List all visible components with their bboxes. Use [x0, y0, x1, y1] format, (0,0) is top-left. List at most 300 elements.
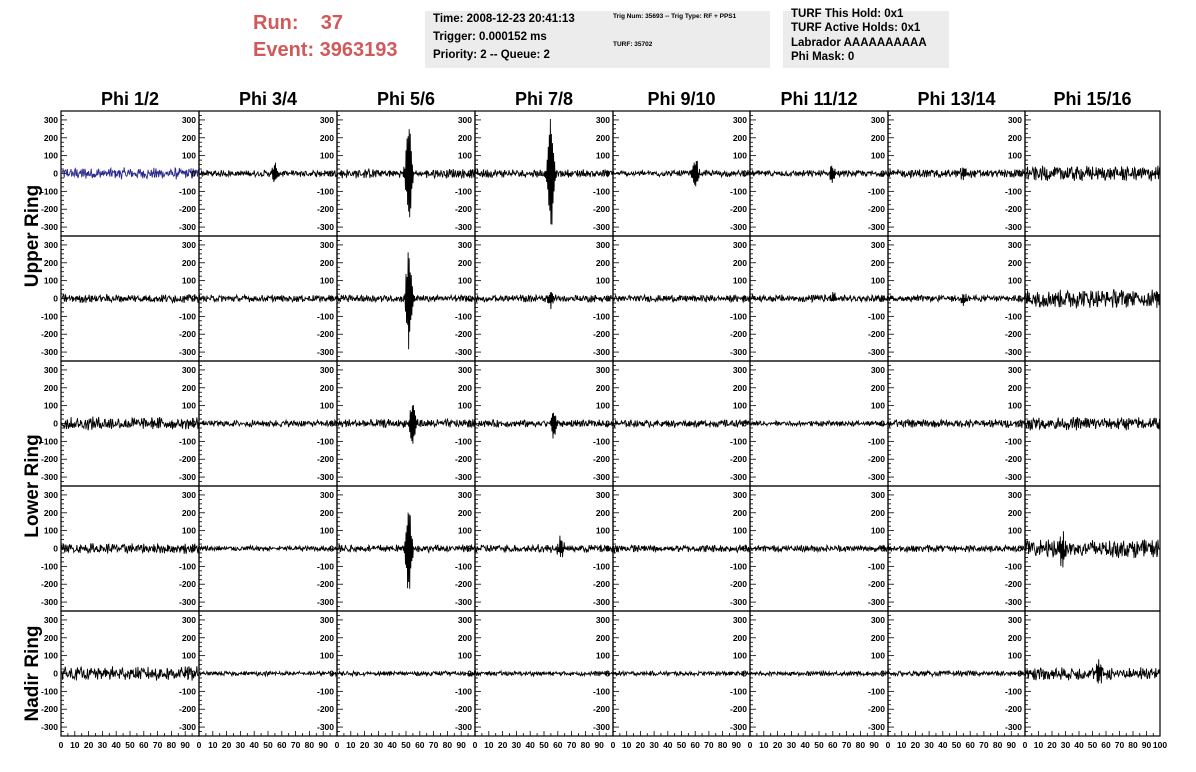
y-tick-label: -300	[867, 472, 885, 483]
x-tick-label: 40	[938, 740, 948, 750]
y-tick-label: -300	[867, 222, 885, 233]
x-tick-label: 60	[1101, 740, 1111, 750]
y-tick-label: 300	[870, 239, 885, 250]
x-tick-label: 90	[869, 740, 879, 750]
y-tick-label: 200	[43, 507, 58, 518]
y-tick-label: -200	[729, 704, 747, 715]
x-tick-label: 90	[731, 740, 742, 750]
y-tick-label: -100	[316, 436, 334, 447]
column-header: Phi 15/16	[1053, 89, 1132, 109]
y-tick-label: 100	[43, 400, 58, 411]
x-tick-label: 10	[1033, 740, 1044, 750]
waveform-trace	[1025, 659, 1160, 683]
y-tick-label: 200	[319, 382, 334, 393]
y-tick-label: -200	[40, 579, 58, 590]
waveform-trace	[750, 545, 888, 552]
y-tick-label: 0	[605, 293, 610, 304]
x-tick-label: 30	[649, 740, 659, 750]
y-tick-label: -200	[867, 454, 885, 465]
y-tick-label: 300	[319, 364, 334, 375]
y-tick-label: 0	[329, 168, 334, 179]
y-tick-label: -300	[178, 472, 196, 483]
y-tick-label: 300	[457, 489, 472, 500]
waveform-trace	[199, 671, 337, 676]
x-tick-label: 50	[1087, 740, 1098, 750]
x-tick-label: 90	[1141, 740, 1152, 750]
y-tick-label: -100	[729, 686, 747, 697]
turf-text: TURF: 35702	[613, 41, 653, 48]
x-tick-label: 70	[290, 740, 301, 750]
x-tick-label: 70	[428, 740, 439, 750]
y-tick-label: -300	[867, 347, 885, 358]
y-tick-label: -300	[729, 597, 747, 608]
y-tick-label: -200	[867, 204, 885, 215]
y-tick-label: 0	[1017, 168, 1022, 179]
y-tick-label: 100	[870, 275, 885, 286]
y-tick-label: -200	[40, 329, 58, 340]
y-tick-label: 0	[467, 543, 472, 554]
y-tick-label: -300	[40, 597, 58, 608]
y-tick-label: 100	[1007, 650, 1022, 661]
x-tick-label: 70	[979, 740, 989, 750]
y-tick-label: -200	[178, 579, 196, 590]
y-tick-label: 100	[43, 150, 58, 161]
waveform-trace	[61, 543, 199, 554]
y-tick-label: 300	[319, 239, 334, 250]
y-tick-label: 100	[870, 150, 885, 161]
y-tick-label: 0	[53, 293, 58, 304]
y-tick-label: 100	[732, 275, 747, 286]
y-tick-label: -200	[1004, 454, 1022, 465]
y-tick-label: 300	[181, 239, 196, 250]
x-tick-label: 80	[992, 740, 1003, 750]
y-tick-label: 300	[181, 489, 196, 500]
x-tick-label: 20	[359, 740, 370, 750]
y-tick-label: 0	[605, 543, 610, 554]
waveform-trace	[1025, 417, 1160, 430]
x-tick-label: 30	[786, 740, 797, 750]
y-tick-label: -100	[592, 186, 610, 197]
y-tick-label: 300	[1007, 239, 1022, 250]
x-tick-label: 40	[249, 740, 259, 750]
phi-mask-text: Phi Mask: 0	[791, 51, 855, 63]
y-tick-label: 300	[319, 614, 334, 625]
y-tick-label: 200	[43, 132, 58, 143]
y-tick-label: -300	[178, 222, 196, 233]
y-tick-label: -100	[316, 311, 334, 322]
y-tick-label: -200	[1004, 579, 1022, 590]
y-tick-label: -200	[592, 579, 610, 590]
y-tick-label: -300	[454, 347, 472, 358]
x-tick-label: 10	[70, 740, 80, 750]
waveform-trace	[1025, 531, 1160, 567]
y-tick-label: 300	[457, 364, 472, 375]
y-tick-label: 200	[595, 632, 610, 643]
waveform-trace	[888, 545, 1025, 553]
y-tick-label: 200	[732, 257, 747, 268]
y-tick-label: 200	[595, 132, 610, 143]
y-tick-label: 200	[181, 632, 196, 643]
x-tick-label: 80	[1128, 740, 1138, 750]
x-tick-label: 80	[442, 740, 453, 750]
x-tick-label: 70	[704, 740, 714, 750]
y-tick-label: -100	[729, 311, 747, 322]
y-tick-label: 100	[181, 400, 196, 411]
y-tick-label: -300	[592, 222, 610, 233]
y-tick-label: 200	[43, 632, 58, 643]
y-tick-label: 100	[595, 275, 610, 286]
x-tick-label: 90	[180, 740, 190, 750]
x-tick-label: 20	[221, 740, 232, 750]
y-tick-label: -300	[454, 222, 472, 233]
x-tick-label: 90	[456, 740, 466, 750]
y-tick-label: 200	[43, 257, 58, 268]
y-tick-label: 0	[53, 543, 58, 554]
y-tick-label: 200	[870, 632, 885, 643]
y-tick-label: 0	[329, 293, 334, 304]
x-tick-label: 60	[553, 740, 563, 750]
y-tick-label: 200	[870, 257, 885, 268]
y-tick-label: 0	[605, 418, 610, 429]
y-tick-label: 200	[1007, 132, 1022, 143]
y-tick-label: 200	[181, 257, 196, 268]
y-tick-label: 200	[732, 382, 747, 393]
y-tick-label: 0	[742, 418, 747, 429]
y-tick-label: -300	[1004, 597, 1022, 608]
x-tick-label: 90	[1006, 740, 1017, 750]
x-tick-label: 30	[373, 740, 384, 750]
x-tick-label: 60	[415, 740, 425, 750]
y-tick-label: 200	[457, 382, 472, 393]
y-tick-label: 300	[732, 239, 747, 250]
y-tick-label: -100	[40, 561, 58, 572]
x-tick-label: 20	[635, 740, 646, 750]
y-tick-label: -100	[40, 186, 58, 197]
y-tick-label: -300	[454, 472, 472, 483]
y-tick-label: 0	[742, 293, 747, 304]
y-tick-label: 100	[732, 525, 747, 536]
y-tick-label: 200	[457, 257, 472, 268]
y-tick-label: -200	[40, 454, 58, 465]
y-tick-label: 100	[595, 400, 610, 411]
y-tick-label: -100	[729, 186, 747, 197]
y-tick-label: -100	[316, 686, 334, 697]
x-tick-label: 0	[334, 740, 340, 750]
y-tick-label: -100	[454, 311, 472, 322]
y-tick-label: 300	[457, 114, 472, 125]
y-tick-label: 300	[732, 614, 747, 625]
y-tick-label: -200	[454, 704, 472, 715]
y-tick-label: 300	[43, 364, 58, 375]
row-group-label: Nadir Ring	[22, 625, 43, 722]
y-tick-label: 300	[43, 114, 58, 125]
y-tick-label: -200	[1004, 329, 1022, 340]
y-tick-label: -100	[592, 311, 610, 322]
waveform-trace	[613, 671, 750, 676]
x-tick-label: 10	[208, 740, 218, 750]
y-tick-label: 200	[1007, 507, 1022, 518]
y-tick-label: -200	[178, 329, 196, 340]
y-tick-label: 100	[43, 275, 58, 286]
y-tick-label: 200	[870, 132, 885, 143]
x-tick-label: 60	[690, 740, 700, 750]
y-tick-label: 100	[732, 400, 747, 411]
y-tick-label: -100	[729, 436, 747, 447]
y-tick-label: 300	[595, 364, 610, 375]
y-tick-label: -200	[729, 454, 747, 465]
x-tick-label: 80	[717, 740, 728, 750]
y-tick-label: 0	[191, 168, 196, 179]
y-tick-label: 0	[1017, 293, 1022, 304]
y-tick-label: -100	[1004, 686, 1022, 697]
y-tick-label: -300	[40, 347, 58, 358]
y-tick-label: -100	[454, 436, 472, 447]
y-tick-label: -100	[178, 686, 196, 697]
y-tick-label: -200	[729, 579, 747, 590]
y-tick-label: 100	[319, 525, 334, 536]
y-tick-label: -200	[592, 454, 610, 465]
y-tick-label: 300	[870, 489, 885, 500]
y-tick-label: 0	[329, 418, 334, 429]
y-tick-label: -300	[178, 597, 196, 608]
y-tick-label: 300	[181, 364, 196, 375]
y-tick-label: 200	[1007, 257, 1022, 268]
waveform-trace	[613, 295, 750, 302]
y-tick-label: -100	[592, 436, 610, 447]
y-tick-label: 0	[1017, 668, 1022, 679]
y-tick-label: -200	[592, 204, 610, 215]
y-tick-label: 300	[870, 364, 885, 375]
x-tick-label: 50	[676, 740, 687, 750]
y-tick-label: 100	[319, 275, 334, 286]
x-tick-label: 20	[910, 740, 921, 750]
y-tick-label: 100	[457, 400, 472, 411]
y-tick-label: 100	[181, 150, 196, 161]
y-tick-label: 0	[329, 668, 334, 679]
y-tick-label: 200	[181, 507, 196, 518]
x-tick-label: 50	[539, 740, 549, 750]
y-tick-label: 0	[880, 543, 885, 554]
x-tick-label: 0	[196, 740, 202, 750]
y-tick-label: -300	[316, 597, 334, 608]
x-tick-label: 90	[318, 740, 328, 750]
y-tick-label: -200	[867, 704, 885, 715]
y-tick-label: -200	[178, 204, 196, 215]
y-tick-label: -300	[729, 347, 747, 358]
column-header: Phi 1/2	[100, 89, 160, 109]
waveform-trace	[61, 417, 199, 431]
y-tick-label: -100	[178, 561, 196, 572]
y-tick-label: -300	[729, 472, 747, 483]
x-tick-label: 20	[497, 740, 508, 750]
y-tick-label: 100	[43, 650, 58, 661]
column-header: Phi 3/4	[238, 89, 298, 109]
labrador-text: Labrador AAAAAAAAAA	[791, 37, 927, 49]
y-tick-label: 100	[1007, 525, 1022, 536]
priority-text: Priority: 2 -- Queue: 2	[433, 49, 550, 61]
y-tick-label: -100	[178, 436, 196, 447]
y-tick-label: -200	[729, 204, 747, 215]
y-tick-label: 300	[457, 614, 472, 625]
x-tick-label: 60	[277, 740, 287, 750]
y-tick-label: 0	[605, 168, 610, 179]
y-tick-label: -100	[178, 186, 196, 197]
y-tick-label: -300	[592, 597, 610, 608]
y-tick-label: 0	[1017, 418, 1022, 429]
y-tick-label: 0	[742, 168, 747, 179]
y-tick-label: -100	[729, 561, 747, 572]
y-tick-label: 200	[319, 507, 334, 518]
y-tick-label: 100	[319, 650, 334, 661]
x-tick-label: 10	[484, 740, 494, 750]
y-tick-label: 100	[181, 275, 196, 286]
x-tick-label: 80	[580, 740, 591, 750]
x-tick-label: 20	[1047, 740, 1057, 750]
x-tick-label: 50	[951, 740, 962, 750]
turf-active-text: TURF Active Holds: 0x1	[791, 22, 921, 34]
y-tick-label: -300	[178, 722, 196, 733]
y-tick-label: -100	[454, 186, 472, 197]
y-tick-label: 0	[742, 543, 747, 554]
y-tick-label: 300	[595, 114, 610, 125]
y-tick-label: -300	[316, 472, 334, 483]
y-tick-label: 100	[870, 525, 885, 536]
event-label: Event: 3963193	[253, 39, 398, 61]
y-tick-label: 200	[595, 507, 610, 518]
waveform-trace	[750, 671, 888, 676]
y-tick-label: 100	[1007, 400, 1022, 411]
x-tick-label: 0	[472, 740, 478, 750]
y-tick-label: -100	[40, 686, 58, 697]
y-tick-label: 0	[467, 293, 472, 304]
y-tick-label: -200	[316, 329, 334, 340]
y-tick-label: 300	[595, 239, 610, 250]
y-tick-label: 200	[319, 632, 334, 643]
y-tick-label: -200	[454, 454, 472, 465]
y-tick-label: -300	[729, 222, 747, 233]
y-tick-label: 200	[870, 507, 885, 518]
waveform-trace	[613, 420, 750, 428]
y-tick-label: 0	[1017, 543, 1022, 554]
y-tick-label: -100	[454, 561, 472, 572]
x-tick-label: 30	[1060, 740, 1071, 750]
y-tick-label: 300	[43, 239, 58, 250]
x-tick-label: 40	[387, 740, 397, 750]
y-tick-label: 200	[595, 257, 610, 268]
y-tick-label: -100	[40, 311, 58, 322]
waveform-trace	[199, 543, 337, 554]
y-tick-label: 200	[457, 632, 472, 643]
x-tick-label: 80	[855, 740, 866, 750]
y-tick-label: 100	[870, 400, 885, 411]
y-tick-label: -200	[592, 329, 610, 340]
y-tick-label: -200	[454, 579, 472, 590]
x-tick-label: 10	[621, 740, 632, 750]
y-tick-label: -100	[1004, 311, 1022, 322]
y-tick-label: 100	[319, 150, 334, 161]
y-tick-label: -100	[592, 686, 610, 697]
y-tick-label: -100	[1004, 561, 1022, 572]
y-tick-label: 300	[457, 239, 472, 250]
y-tick-label: -300	[867, 597, 885, 608]
y-tick-label: 200	[870, 382, 885, 393]
y-tick-label: 100	[457, 275, 472, 286]
y-tick-label: -100	[316, 561, 334, 572]
x-tick-label: 30	[235, 740, 246, 750]
y-tick-label: 200	[595, 382, 610, 393]
y-tick-label: -300	[316, 347, 334, 358]
y-tick-label: 100	[1007, 275, 1022, 286]
waveform-trace	[61, 167, 199, 179]
waveform-trace	[337, 671, 475, 676]
y-tick-label: -300	[592, 722, 610, 733]
x-tick-label: 70	[841, 740, 852, 750]
y-tick-label: 100	[732, 150, 747, 161]
y-tick-label: -100	[867, 186, 885, 197]
y-tick-label: 0	[467, 168, 472, 179]
x-tick-label: 0	[1022, 740, 1028, 750]
y-tick-label: 100	[732, 650, 747, 661]
waveform-trace	[475, 671, 613, 676]
x-tick-label: 70	[566, 740, 577, 750]
y-tick-label: -200	[454, 329, 472, 340]
y-tick-label: 0	[880, 168, 885, 179]
y-tick-label: 100	[595, 150, 610, 161]
waveform-trace	[199, 420, 337, 427]
x-tick-label: 20	[83, 740, 94, 750]
y-tick-label: -200	[729, 329, 747, 340]
y-tick-label: 200	[319, 257, 334, 268]
y-tick-label: -100	[454, 686, 472, 697]
x-tick-label: 70	[152, 740, 163, 750]
y-tick-label: 200	[319, 132, 334, 143]
y-tick-label: -200	[592, 704, 610, 715]
y-tick-label: 100	[457, 525, 472, 536]
y-tick-label: -100	[178, 311, 196, 322]
y-tick-label: 300	[181, 614, 196, 625]
waveform-trace	[888, 168, 1025, 181]
x-tick-label: 30	[97, 740, 108, 750]
y-tick-label: -100	[867, 561, 885, 572]
y-tick-label: -300	[1004, 472, 1022, 483]
waveform-trace	[888, 294, 1025, 306]
y-tick-label: -300	[592, 472, 610, 483]
x-tick-label: 30	[511, 740, 522, 750]
y-tick-label: 100	[595, 525, 610, 536]
y-tick-label: -200	[316, 579, 334, 590]
y-tick-label: 300	[43, 489, 58, 500]
y-tick-label: 300	[595, 489, 610, 500]
column-header: Phi 11/12	[780, 89, 858, 109]
row-group-label: Upper Ring	[22, 184, 43, 288]
waveform-trace	[61, 294, 199, 303]
y-tick-label: 300	[181, 114, 196, 125]
y-tick-label: 300	[319, 114, 334, 125]
x-tick-label: 60	[139, 740, 149, 750]
y-tick-label: -300	[40, 222, 58, 233]
y-tick-label: -100	[867, 311, 885, 322]
y-tick-label: 100	[457, 650, 472, 661]
y-tick-label: -200	[178, 454, 196, 465]
waveform-trace	[1025, 166, 1160, 182]
trig-num-text: Trig Num: 35693 -- Trig Type: RF + PPS1	[613, 13, 737, 20]
y-tick-label: -200	[867, 329, 885, 340]
x-tick-label: 0	[58, 740, 64, 750]
y-tick-label: 300	[870, 114, 885, 125]
y-tick-label: 0	[467, 418, 472, 429]
y-tick-label: -200	[454, 204, 472, 215]
y-tick-label: -100	[1004, 436, 1022, 447]
